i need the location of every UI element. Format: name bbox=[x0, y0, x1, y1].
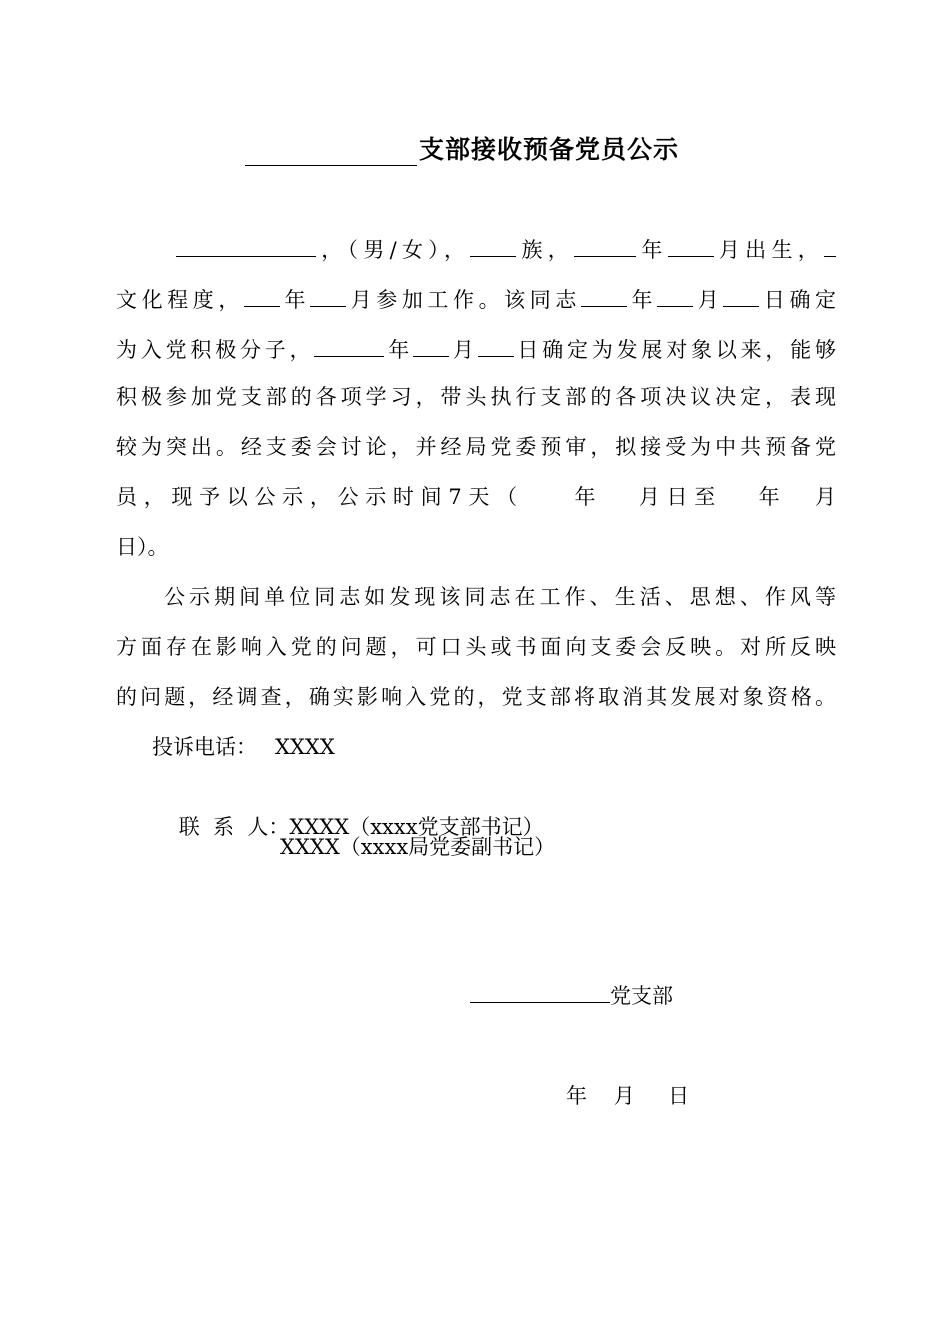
text: 族， bbox=[516, 238, 575, 262]
text: 日至 bbox=[666, 485, 722, 509]
birth-year-blank bbox=[574, 234, 636, 257]
text: 天（ bbox=[461, 485, 524, 509]
candidate-day-blank bbox=[478, 334, 514, 357]
text: 日确定为发展对象以来，能够 bbox=[513, 338, 837, 362]
text: 7 bbox=[448, 485, 462, 509]
text: 月参加工作。该同志 bbox=[346, 288, 581, 312]
activist-day-blank bbox=[723, 284, 759, 307]
contact-person-1 bbox=[152, 782, 544, 839]
text: 员，现予以公示，公示时间 bbox=[116, 485, 449, 509]
phone-label: 投诉电话： bbox=[152, 735, 257, 759]
complaint-phone bbox=[152, 732, 335, 762]
text: 月 bbox=[693, 288, 724, 312]
para2-line1: 公示期间单位同志如发现该同志在工作、生活、思想、作风等 bbox=[164, 585, 836, 609]
name-blank bbox=[176, 234, 316, 257]
text: 月 bbox=[632, 485, 667, 509]
para2-line3: 的问题，经调查，确实影响入党的，党支部将取消其发展对象资格。 bbox=[116, 685, 836, 709]
phone-value: XXXX bbox=[275, 735, 335, 759]
text: 年 bbox=[384, 338, 414, 362]
birth-month-blank bbox=[668, 234, 714, 257]
text: 月 bbox=[449, 338, 478, 362]
activist-year-blank bbox=[581, 284, 627, 307]
candidate-year-blank bbox=[314, 334, 384, 357]
work-year-blank bbox=[244, 284, 280, 307]
contact-person-2: XXXX（xxxx局党委副书记） bbox=[280, 835, 556, 859]
text: 月 bbox=[808, 485, 837, 509]
signature-date: 年 月 日 bbox=[566, 1084, 690, 1108]
para1-line2 bbox=[116, 284, 836, 314]
ethnicity-blank bbox=[470, 234, 516, 257]
para1-line6 bbox=[116, 482, 836, 512]
document-title bbox=[245, 130, 679, 166]
signature-org-text: 党支部 bbox=[610, 984, 673, 1008]
text: 为入党积极分子， bbox=[116, 338, 315, 362]
branch-name-blank bbox=[245, 139, 417, 166]
para2-line2: 方面存在影响入党的问题，可口头或书面向支委会反映。对所反映 bbox=[116, 635, 836, 659]
text: ，（男/女）， bbox=[316, 238, 471, 262]
branch-signature-blank bbox=[470, 980, 610, 1003]
para1-line1 bbox=[116, 234, 836, 264]
text: 年 bbox=[279, 288, 311, 312]
education-blank bbox=[824, 234, 836, 257]
text: 年 bbox=[567, 485, 603, 509]
title-text: 支部接收预备党员公示 bbox=[419, 135, 680, 164]
text: 月出生， bbox=[713, 238, 825, 262]
para1-line3 bbox=[116, 334, 836, 364]
para1-line5: 较为突出。经支委会讨论，并经局党委预审，拟接受为中共预备党 bbox=[116, 435, 836, 459]
text: 文化程度， bbox=[116, 288, 244, 312]
activist-month-blank bbox=[657, 284, 693, 307]
contact-label: 联 系 人： bbox=[178, 815, 290, 839]
text: 年 bbox=[626, 288, 658, 312]
work-month-blank bbox=[310, 284, 346, 307]
candidate-month-blank bbox=[413, 334, 449, 357]
para1-line7: 日）。 bbox=[116, 535, 169, 559]
text: 年 bbox=[751, 485, 787, 509]
contact-value-1: XXXX（xxxx党支部书记） bbox=[289, 815, 544, 839]
text: 年 bbox=[636, 238, 668, 262]
text: 日确定 bbox=[759, 288, 837, 312]
para1-line4: 积极参加党支部的各项学习，带头执行支部的各项决议决定，表现 bbox=[116, 385, 836, 409]
signature-org bbox=[470, 980, 673, 1010]
